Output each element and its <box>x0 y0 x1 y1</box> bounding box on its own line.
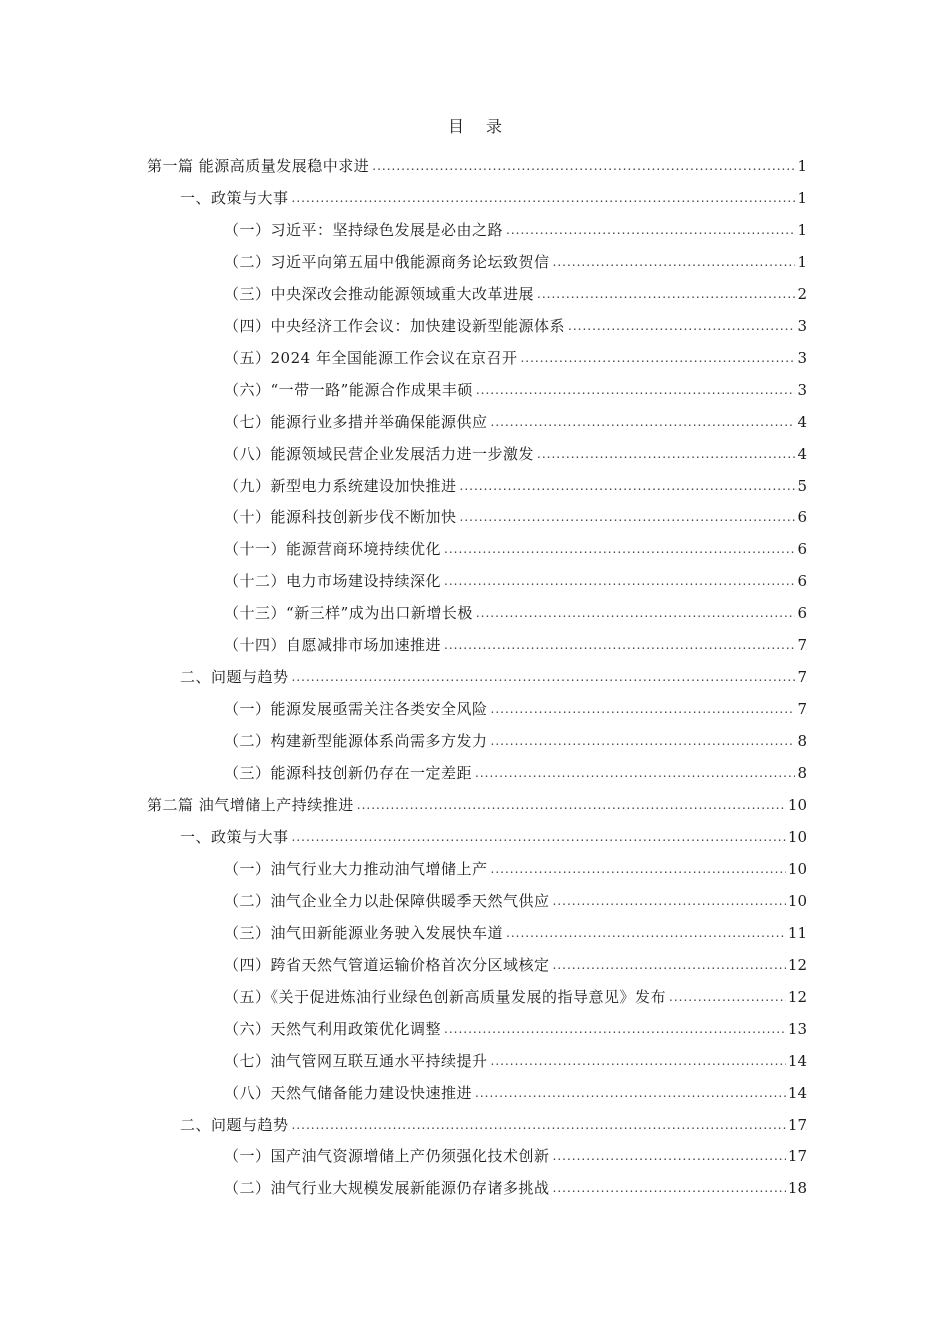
toc-page-number: 4 <box>797 412 807 431</box>
toc-dot-leader <box>553 246 796 278</box>
toc-entry[interactable] <box>224 438 807 470</box>
toc-dot-leader <box>568 310 795 342</box>
toc-entry[interactable] <box>224 597 807 629</box>
toc-dot-leader <box>444 629 795 661</box>
toc-entry-label: （八）能源领域民营企业发展活力进一步激发 <box>224 444 535 463</box>
toc-entry[interactable] <box>224 885 807 917</box>
toc-dot-leader <box>292 182 796 214</box>
toc-entry-label: （十二）电力市场建设持续深化 <box>224 572 442 591</box>
toc-entry-label: 一、政策与大事 <box>180 188 289 207</box>
toc-entry-label: （二）油气企业全力以赴保障供暖季天然气供应 <box>224 891 550 910</box>
toc-page-number: 6 <box>797 540 807 559</box>
toc-entry-label: （三）油气田新能源业务驶入发展快车道 <box>224 923 504 942</box>
toc-entry-label: （一）国产油气资源增储上产仍须强化技术创新 <box>224 1147 550 1166</box>
toc-dot-leader <box>476 597 796 629</box>
toc-page-number: 17 <box>787 1115 807 1134</box>
toc-entry[interactable] <box>180 182 807 214</box>
toc-entry-label: 第二篇 油气增储上产持续推进 <box>147 796 354 814</box>
toc-dot-leader <box>491 406 796 438</box>
toc-entry[interactable] <box>224 917 807 949</box>
toc-entry-label: （十三）“新三样”成为出口新增长极 <box>224 604 473 623</box>
toc-entry-label: （六）天然气利用政策优化调整 <box>224 1019 442 1038</box>
toc-page-number: 10 <box>787 796 807 814</box>
toc-dot-leader <box>491 725 796 757</box>
toc-page-number: 1 <box>797 188 807 207</box>
toc-page-number: 2 <box>797 284 807 303</box>
toc-page-number: 7 <box>797 636 807 655</box>
toc-entry[interactable] <box>147 150 807 182</box>
toc-entry[interactable] <box>224 246 807 278</box>
toc-entry[interactable] <box>147 789 807 821</box>
toc-entry[interactable] <box>224 565 807 597</box>
toc-dot-leader <box>553 949 786 981</box>
toc-entry-label: （三）中央深改会推动能源领域重大改革进展 <box>224 284 535 303</box>
toc-dot-leader <box>491 693 796 725</box>
toc-dot-leader <box>444 533 795 565</box>
toc-page-number: 12 <box>787 987 807 1006</box>
toc-page-number: 7 <box>797 668 807 687</box>
toc-page-number: 3 <box>797 348 807 367</box>
toc-page-number: 1 <box>797 252 807 271</box>
toc-dot-leader <box>460 501 796 533</box>
toc-entry-label: （五）2024 年全国能源工作会议在京召开 <box>224 348 518 367</box>
toc-page-number: 12 <box>787 955 807 974</box>
toc-dot-leader <box>372 150 795 182</box>
toc-page-number: 11 <box>787 923 807 942</box>
toc-dot-leader <box>537 438 795 470</box>
toc-dot-leader <box>292 1109 786 1141</box>
toc-entry-label: （一）油气行业大力推动油气增储上产 <box>224 859 488 878</box>
toc-entry-label: （十一）能源营商环境持续优化 <box>224 540 442 559</box>
toc-entry[interactable] <box>224 470 807 502</box>
toc-dot-leader <box>475 757 795 789</box>
toc-dot-leader <box>553 1172 786 1204</box>
toc-entry[interactable] <box>224 310 807 342</box>
toc-dot-leader <box>553 1140 786 1172</box>
toc-page-number: 10 <box>787 859 807 878</box>
toc-entry-label: （三）能源科技创新仍存在一定差距 <box>224 764 473 783</box>
toc-entry[interactable] <box>224 278 807 310</box>
toc-entry[interactable] <box>224 374 807 406</box>
toc-page-number: 14 <box>787 1051 807 1070</box>
toc-entry-label: （十四）自愿减排市场加速推进 <box>224 636 442 655</box>
toc-entry[interactable] <box>224 629 807 661</box>
toc-page-number: 8 <box>797 732 807 751</box>
toc-entry-label: （七）能源行业多措并举确保能源供应 <box>224 412 488 431</box>
toc-page-number: 8 <box>797 764 807 783</box>
toc-page-number: 6 <box>797 604 807 623</box>
toc-entry-label: （六）“一带一路”能源合作成果丰硕 <box>224 380 473 399</box>
toc-page-number: 10 <box>787 891 807 910</box>
toc-entry-label: （五）《关于促进炼油行业绿色创新高质量发展的指导意见》发布 <box>224 987 667 1006</box>
toc-title-char-1: 目 <box>447 117 464 136</box>
toc-dot-leader <box>553 885 786 917</box>
toc-page-number: 18 <box>787 1179 807 1198</box>
toc-page-number: 3 <box>797 380 807 399</box>
toc-entry[interactable] <box>224 533 807 565</box>
toc-dot-leader <box>669 981 786 1013</box>
toc-entry[interactable] <box>224 1045 807 1077</box>
toc-dot-leader <box>444 565 795 597</box>
toc-entry[interactable] <box>224 501 807 533</box>
toc-entry[interactable] <box>180 1109 807 1141</box>
toc-dot-leader <box>460 470 796 502</box>
toc-entry[interactable] <box>224 406 807 438</box>
toc-dot-leader <box>491 1045 786 1077</box>
toc-page-number: 5 <box>797 476 807 495</box>
toc-dot-leader <box>292 821 786 853</box>
toc-page-number: 17 <box>787 1147 807 1166</box>
toc-dot-leader <box>520 342 795 374</box>
toc-entry-label: （八）天然气储备能力建设快速推进 <box>224 1083 473 1102</box>
toc-dot-leader <box>475 1077 786 1109</box>
toc-entry-label: （七）油气管网互联互通水平持续提升 <box>224 1051 488 1070</box>
toc-page-number: 3 <box>797 316 807 335</box>
toc-title <box>0 114 950 137</box>
toc-dot-leader <box>476 374 796 406</box>
toc-page-number: 6 <box>797 572 807 591</box>
toc-entry-label: 第一篇 能源高质量发展稳中求进 <box>147 157 370 175</box>
toc-entry[interactable] <box>224 949 807 981</box>
toc-entry-label: 一、政策与大事 <box>180 827 289 846</box>
toc-page-number: 13 <box>787 1019 807 1038</box>
toc-entry-label: （二）构建新型能源体系尚需多方发力 <box>224 732 488 751</box>
toc-entry[interactable] <box>224 1013 807 1045</box>
toc-page-number: 1 <box>797 220 807 239</box>
toc-entry[interactable] <box>224 757 807 789</box>
toc-entry-label: （十）能源科技创新步伐不断加快 <box>224 508 457 527</box>
toc-dot-leader <box>506 917 786 949</box>
toc-entry[interactable] <box>224 1140 807 1172</box>
toc-entry[interactable] <box>180 821 807 853</box>
toc-entry[interactable] <box>224 981 807 1013</box>
toc-dot-leader <box>292 661 796 693</box>
toc-entry[interactable] <box>224 1077 807 1109</box>
toc-entry[interactable] <box>180 661 807 693</box>
toc-dot-leader <box>444 1013 786 1045</box>
toc-entry-label: （九）新型电力系统建设加快推进 <box>224 476 457 495</box>
toc-entry-label: （二）习近平向第五届中俄能源商务论坛致贺信 <box>224 252 550 271</box>
toc-page-number: 4 <box>797 444 807 463</box>
toc-page-number: 14 <box>787 1083 807 1102</box>
toc-dot-leader <box>357 789 786 821</box>
toc-dot-leader <box>491 853 786 885</box>
toc-entry-label: 二、问题与趋势 <box>180 1115 289 1134</box>
toc-entry[interactable] <box>224 853 807 885</box>
toc-page-number: 6 <box>797 508 807 527</box>
toc-entry-label: （一）习近平：坚持绿色发展是必由之路 <box>224 220 504 239</box>
toc-dot-leader <box>537 278 795 310</box>
toc-entry[interactable] <box>224 342 807 374</box>
toc-entry-label: （四）跨省天然气管道运输价格首次分区域核定 <box>224 955 550 974</box>
toc-title-char-2: 录 <box>486 117 503 136</box>
toc-entry-label: （一）能源发展亟需关注各类安全风险 <box>224 700 488 719</box>
toc-page-number: 10 <box>787 827 807 846</box>
toc-entry[interactable] <box>224 214 807 246</box>
toc-entry-label: （四）中央经济工作会议：加快建设新型能源体系 <box>224 316 566 335</box>
toc-entry-label: （二）油气行业大规模发展新能源仍存诸多挑战 <box>224 1179 550 1198</box>
toc-dot-leader <box>506 214 795 246</box>
toc-entry[interactable] <box>224 693 807 725</box>
toc-page-number: 1 <box>797 157 807 175</box>
toc-page-number: 7 <box>797 700 807 719</box>
toc-entry[interactable] <box>224 725 807 757</box>
toc-entry[interactable] <box>224 1172 807 1204</box>
toc-entry-label: 二、问题与趋势 <box>180 668 289 687</box>
